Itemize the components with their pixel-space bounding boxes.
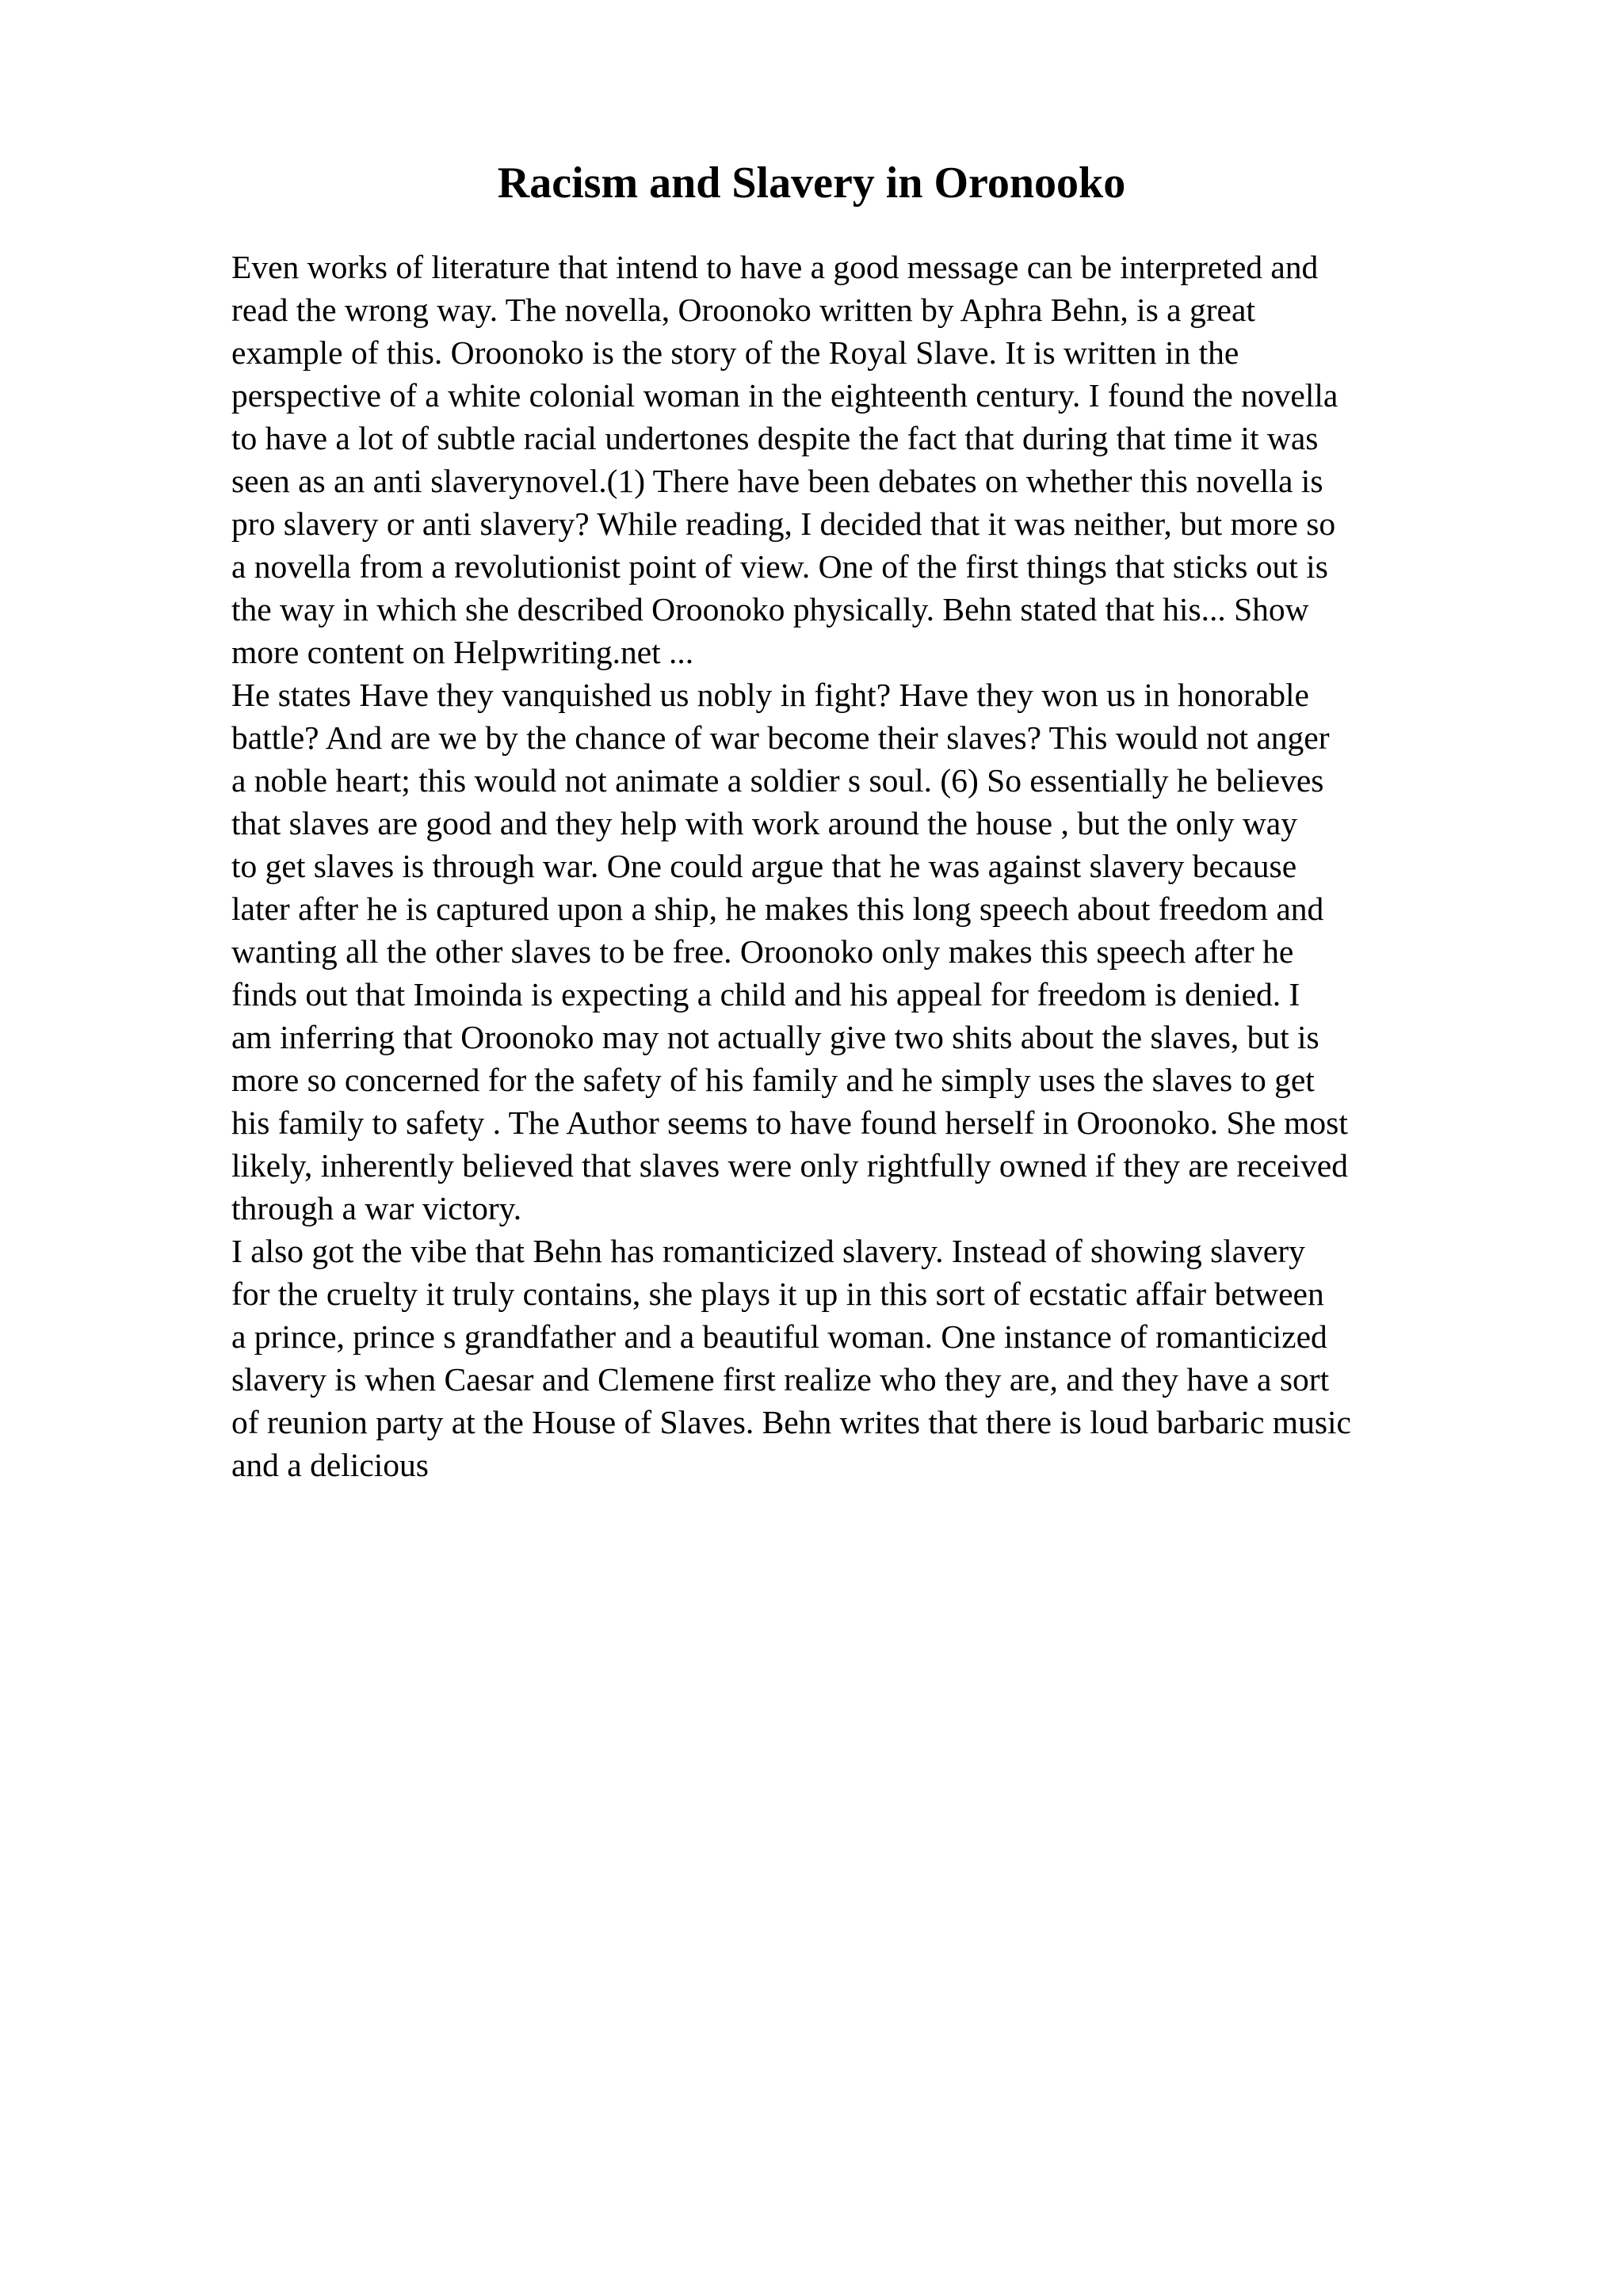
text-line: a noble heart; this would not animate a soldier s soul. (6) So essentially he believes [231, 762, 1324, 799]
text-line: later after he is captured upon a ship, he makes this long speech about freedom and [231, 891, 1324, 927]
text-line: seen as an anti slaverynovel.(1) There have been debates on whether this novella is [231, 463, 1323, 499]
document-title: Racism and Slavery in Oronooko [497, 158, 1126, 208]
text-line: He states Have they vanquished us nobly in fight? Have they won us in honorable [231, 677, 1309, 713]
text-line: wanting all the other slaves to be free. Oroonoko only makes this speech after he [231, 933, 1294, 970]
text-line: more so concerned for the safety of his family and he simply uses the slaves to get [231, 1062, 1315, 1098]
text-line: am inferring that Oroonoko may not actually give two shits about the slaves, but is [231, 1019, 1319, 1055]
text-line: example of this. Oroonoko is the story of the Royal Slave. It is written in the [231, 334, 1239, 371]
text-line: perspective of a white colonial woman in the eighteenth century. I found the novella [231, 377, 1338, 414]
text-line: for the cruelty it truly contains, she plays it up in this sort of ecstatic affair between [231, 1276, 1324, 1312]
text-line: his family to safety . The Author seems to have found herself in Oroonoko. She most [231, 1104, 1348, 1141]
text-line: that slaves are good and they help with work around the house , but the only way [231, 805, 1297, 841]
text-line: of reunion party at the House of Slaves. Behn writes that there is loud barbaric music [231, 1404, 1351, 1440]
text-line: more content on Helpwriting.net ... [231, 634, 694, 670]
text-line: I also got the vibe that Behn has romanticized slavery. Instead of showing slavery [231, 1233, 1305, 1269]
text-line: likely, inherently believed that slaves were only rightfully owned if they are received [231, 1147, 1348, 1184]
document-body [231, 246, 1507, 1486]
text-line: to have a lot of subtle racial undertones despite the fact that during that time it was [231, 420, 1319, 456]
text-line: to get slaves is through war. One could argue that he was against slavery because [231, 848, 1297, 884]
text-line: a prince, prince s grandfather and a beautiful woman. One instance of romanticized [231, 1318, 1327, 1355]
text-line: and a delicious [231, 1447, 429, 1483]
text-line: read the wrong way. The novella, Oroonoko written by Aphra Behn, is a great [231, 292, 1255, 328]
text-line: the way in which she described Oroonoko physically. Behn stated that his... Show [231, 591, 1309, 627]
text-line: finds out that Imoinda is expecting a child and his appeal for freedom is denied. I [231, 976, 1300, 1013]
text-line: through a war victory. [231, 1190, 522, 1226]
text-line: pro slavery or anti slavery? While reading, I decided that it was neither, but more so [231, 505, 1336, 542]
text-line: slavery is when Caesar and Clemene first realize who they are, and they have a sort [231, 1361, 1330, 1398]
text-line: battle? And are we by the chance of war become their slaves? This would not anger [231, 719, 1330, 756]
text-line: Even works of literature that intend to have a good message can be interpreted and [231, 249, 1319, 285]
text-line: a novella from a revolutionist point of view. One of the first things that sticks out is [231, 548, 1328, 585]
